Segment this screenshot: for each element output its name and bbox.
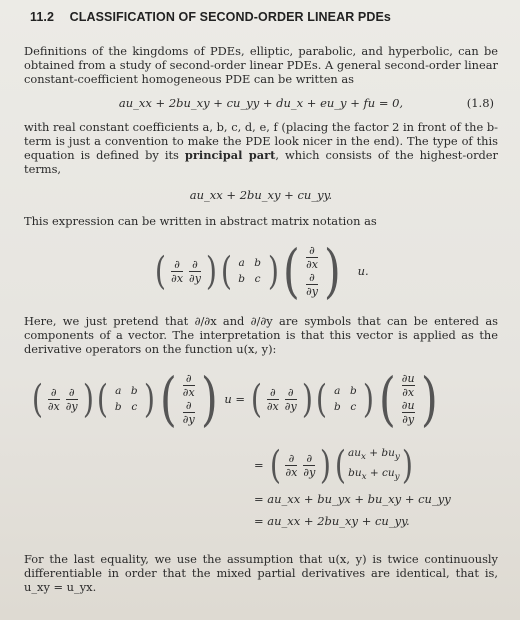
equation-1-8 bbox=[24, 86, 498, 120]
principal-part-term: principal part bbox=[184, 148, 276, 162]
derivation-line-4 bbox=[24, 510, 498, 532]
equation-1-8-body: au_xx + 2bu_xy + cu_yy + du_x + eu_y + fu = 0, bbox=[118, 96, 404, 110]
section-heading bbox=[30, 10, 498, 24]
paragraph-operators: Here, we just pretend that ∂/∂x and ∂/∂y are symbols that can be entered as components of a vector. The interpretation is that this vector is applied as the derivative operators on the function u(x, y): bbox=[24, 314, 498, 356]
operator-row-vector: ( $\frac{\partial}{\partial x}$ $\frac{\partial}{\partial y}$ ) bbox=[155, 249, 217, 293]
paragraph-matrix-notation: This expression can be written in abstract matrix notation as bbox=[24, 214, 377, 228]
principal-part-body: au_xx + 2bu_xy + cu_yy. bbox=[189, 188, 333, 202]
paragraph-final: For the last equality, we use the assumption that u(x, y) is twice continuously differentiable in order that the mixed partial derivatives are identical, that is, u_xy = u_yx. bbox=[24, 552, 498, 594]
derivation-line-3 bbox=[24, 488, 498, 510]
section-title: CLASSIFICATION OF SECOND-ORDER LINEAR PDEs bbox=[69, 10, 391, 24]
derivation-line-1: ( $\frac{\partial}{\partial x}$ $\frac{\partial}{\partial y}$ ) ( a b b c ) ( $\frac{\partial}{\partial x}$ $\frac{\partial}{\partial y}$ ) u = ( $\frac{\partial}{\partial x}$ $\frac{\partial}{\partial y}$ ) ( a b b c ) ( $\frac{\partial u}{\partial x}$ $\frac{\partial u}{\partial y}$ ) bbox=[31, 365, 438, 433]
derivation-block bbox=[24, 356, 498, 546]
derivation-line-2: = ( $\frac{\partial}{\partial x}$ $\frac{\partial}{\partial y}$ ) ( $au_x + bu_y$ $bu_x + cu_y$ ) bbox=[254, 443, 413, 487]
matrix-expression: ( $\frac{\partial}{\partial x}$ $\frac{\partial}{\partial y}$ ) ( a b b c ) ( $\frac{\partial}{\partial x}$ $\frac{\partial}{\partial y}$ ) u. bbox=[155, 237, 369, 305]
coefficient-matrix: ( a b b c ) bbox=[220, 249, 279, 293]
matrix-b-bottom: b bbox=[238, 273, 245, 285]
equation-number: (1.8) bbox=[466, 96, 494, 110]
principal-part-equation bbox=[24, 176, 498, 214]
matrix-a: a bbox=[238, 257, 245, 269]
matrix-c: c bbox=[254, 273, 261, 285]
operator-column-vector: ( $\frac{\partial}{\partial x}$ $\frac{\partial}{\partial y}$ ) bbox=[283, 237, 341, 305]
matrix-b-top: b bbox=[254, 257, 261, 269]
section-number: 11.2 bbox=[30, 10, 55, 24]
paragraph-coefficients-text-b: , which consists of the highest-order terms, bbox=[24, 148, 498, 176]
derivation-line-4-body: = au_xx + 2bu_xy + cu_yy. bbox=[254, 514, 410, 528]
paragraph-coefficients bbox=[24, 120, 498, 176]
paragraph-coefficients-text-a: with real constant coefficients a, b, c, d, e, f (placing the factor 2 in front of the b-term is just a convention to make the PDE look nicer in the end). The type of this equation is defined by its bbox=[24, 120, 498, 162]
derivation-line-3-body: = au_xx + bu_yx + bu_xy + cu_yy bbox=[254, 492, 451, 506]
paragraph-intro: Definitions of the kingdoms of PDEs, elliptic, parabolic, and hyperbolic, can be obtained from a study of second-order linear PDEs. A general second-order linear constant-coefficient homogeneous PDE can be written as bbox=[24, 44, 498, 86]
